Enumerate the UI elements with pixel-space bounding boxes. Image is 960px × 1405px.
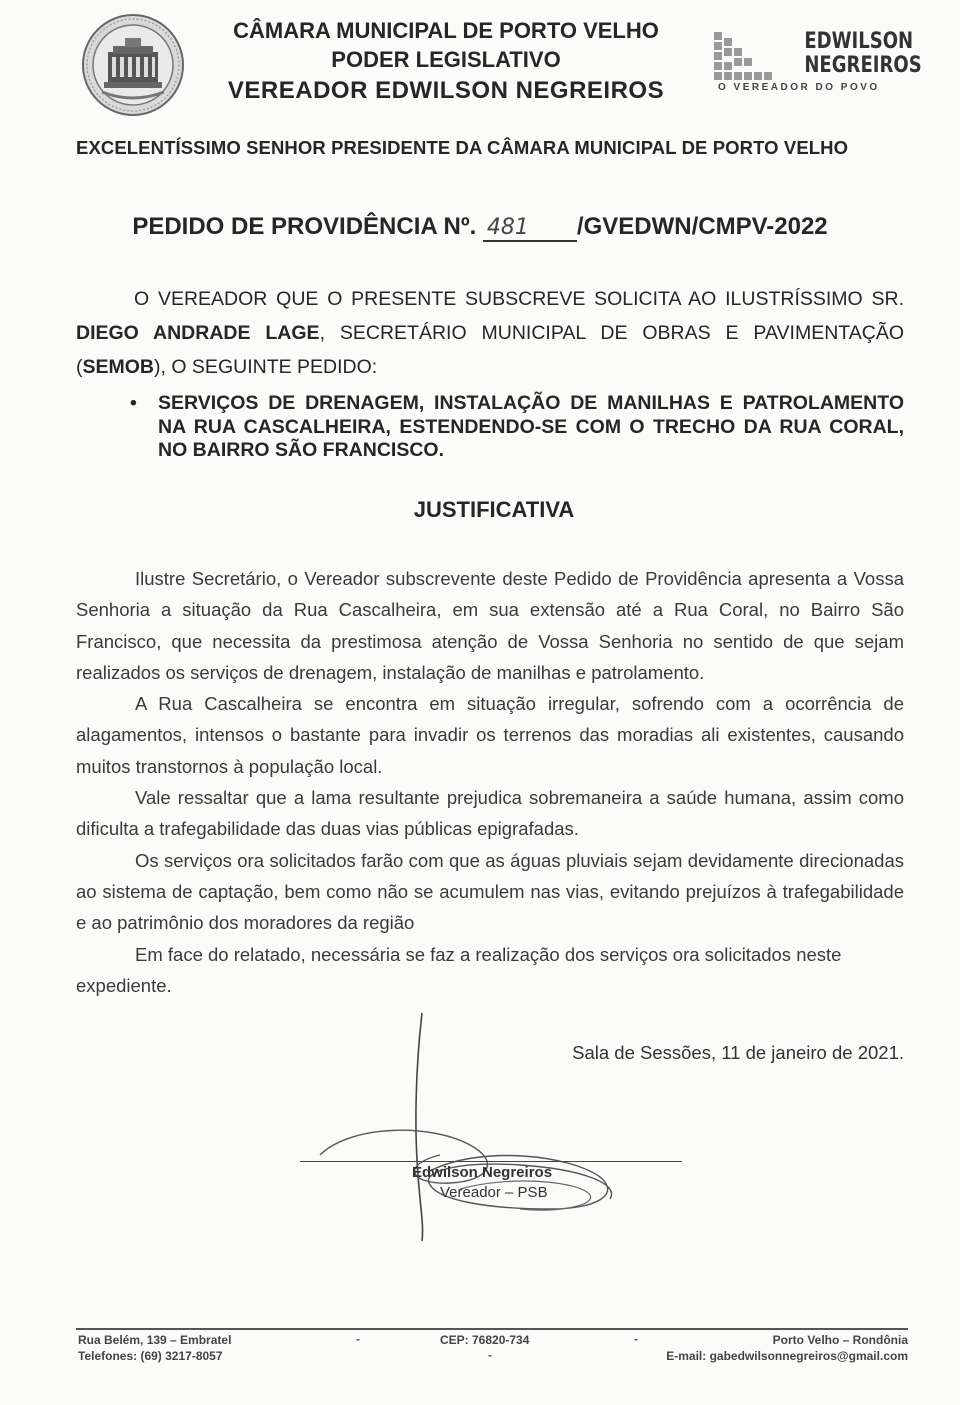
signer-name: Edwilson Negreiros [412,1164,553,1181]
secretary-name: DIEGO ANDRADE LAGE [76,322,320,344]
footer-city: Porto Velho – Rondônia [772,1333,908,1347]
agency-acronym: SEMOB [82,356,155,378]
footer-separator: - [634,1332,638,1346]
footer-left [78,1332,231,1364]
justification-heading: JUSTIFICATIVA [413,497,575,522]
footer-center [440,1332,529,1348]
footer-phone: Telefones: (69) 3217-8057 [78,1349,223,1363]
municipal-seal-icon [80,12,186,118]
councilor-logo [714,28,922,102]
justification-body [76,563,904,1001]
request-text: SERVIÇOS DE DRENAGEM, INSTALAÇÃO DE MANILHAS E PATROLAMENTO NA RUA CASCALHEIRA, ESTENDENDO-SE COM O TRECHO DA RUA CORAL, NO BAIRRO SÃO FRANCISCO. [158,392,904,461]
logo-name: EDWILSON NEGREIROS [804,29,922,78]
signature-line [300,1161,682,1162]
signer-role: Vereador – PSB [440,1184,548,1201]
footer-right [666,1332,908,1364]
footer-separator: - [488,1348,492,1362]
handwritten-signature [290,1005,710,1245]
intro-paragraph: O VEREADOR QUE O PRESENTE SUBSCREVE SOLICITA AO ILUSTRÍSSIMO SR. DIEGO ANDRADE LAGE, SECRETÁRIO MUNICIPAL DE OBRAS E PAVIMENTAÇÃO (SEMOB), O SEGUINTE PEDIDO: [76,288,905,378]
footer-rule [76,1328,908,1330]
footer-separator: - [356,1332,360,1346]
addressee-line: EXCELENTÍSSIMO SENHOR PRESIDENTE DA CÂMARA MUNICIPAL DE PORTO VELHO [76,137,849,158]
footer-email: E-mail: gabedwilsonnegreiros@gmail.com [666,1349,908,1363]
letterhead [196,16,696,108]
power-name: PODER LEGISLATIVO [331,47,561,72]
request-number: 481 [483,215,577,242]
request-item [130,392,904,463]
justification-paragraph: Os serviços ora solicitados farão com que as águas pluviais sejam devidamente direcionadas ao sistema de captação, bem como não se acumulem nas vias, evitando prejuízos à trafegabilidade e ao patrimônio dos moradores da região [76,849,904,934]
justification-paragraph: Vale ressaltar que a lama resultante prejudica sobremaneira a saúde humana, assim como dificulta a trafegabilidade das duas vias públicas epigrafadas. [76,787,904,840]
footer-address: Rua Belém, 139 – Embratel [78,1333,232,1347]
document-title [0,213,960,242]
justification-paragraph: Ilustre Secretário, o Vereador subscrevente deste Pedido de Providência apresenta a Vossa Senhoria a situação da Rua Cascalheira, em sua extensão até a Rua Coral, no Bairro São Francisco, que necessita da prestimosa atenção de Vossa Senhoria no sentido de que sejam realizados os serviços de drenagem, instalação de manilhas e patrolamento. [76,568,904,683]
title-prefix: PEDIDO DE PROVIDÊNCIA Nº. [132,213,477,240]
footer-cep: CEP: 76820-734 [440,1333,530,1347]
date-line: Sala de Sessões, 11 de janeiro de 2021. [572,1042,904,1063]
logo-blocks-icon [714,32,778,80]
chamber-name: CÂMARA MUNICIPAL DE PORTO VELHO [233,18,659,43]
justification-paragraph: A Rua Cascalheira se encontra em situação irregular, sofrendo com a ocorrência de alagamentos, intensos o bastante para invadir os terrenos das moradias ali existentes, causando muitos transtornos à população local. [76,693,904,777]
councilor-name: VEREADOR EDWILSON NEGREIROS [227,77,665,104]
logo-tagline: O VEREADOR DO POVO [718,82,880,93]
justification-paragraph: Em face do relatado, necessária se faz a realização dos serviços ora solicitados neste expediente. [76,943,842,996]
title-suffix: /GVEDWN/CMPV-2022 [576,213,828,240]
bullet-icon: • [130,392,137,414]
